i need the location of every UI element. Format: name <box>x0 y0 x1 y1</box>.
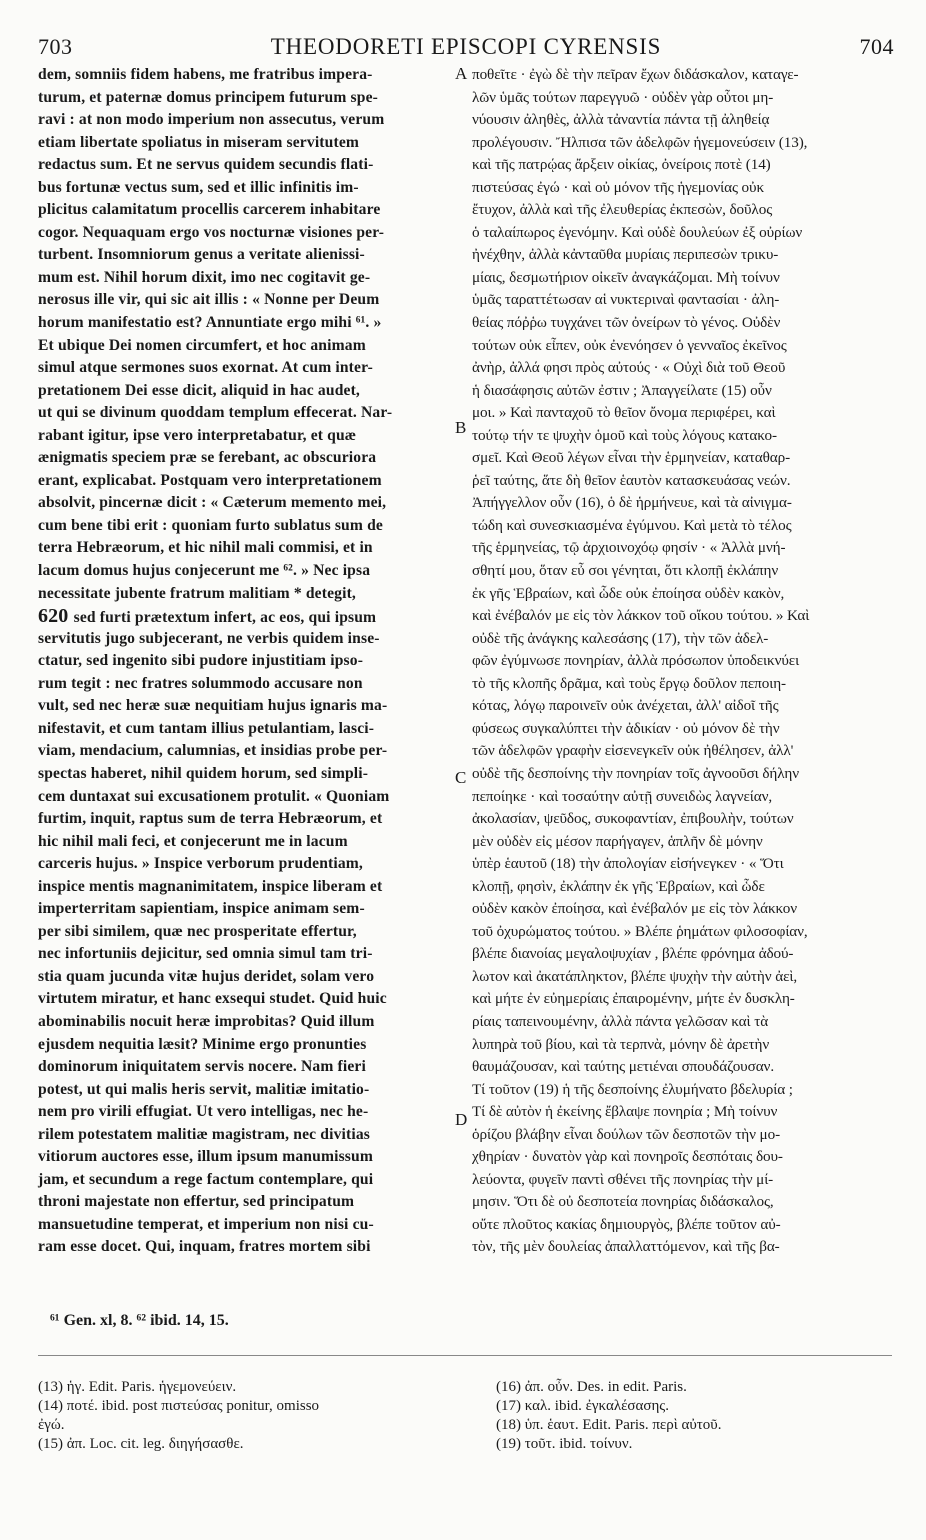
section-marker-b: B <box>455 418 467 437</box>
greek-text-line: φῶν ἐγύμνωσε πονηρίαν, ἀλλὰ πρόσωπον ὑποδεικνύει <box>472 652 800 670</box>
latin-text-line: per sibi similem, quæ nec prosperitate effertur, <box>38 922 357 940</box>
greek-text-line: Ἀπήγγελλον οὖν (16), ὁ δὲ ἡρμήνευε, καὶ τὰ αἰνιγμα- <box>472 494 792 512</box>
greek-text-line: πεποίηκε · καὶ τοσαύτην αὐτῇ συνειδὼς λαγνείαν, <box>472 787 773 805</box>
greek-text-line: λωτον καὶ ἀκατάπληκτον, βλέπε ψυχὴν τὴν αὐτὴν ἀεὶ, <box>472 967 798 985</box>
latin-text-line: abominabilis nocuit heræ improbitas? Quid illum <box>38 1012 375 1030</box>
latin-text-line: nec infortuniis dejicitur, sed omnia simul tam tri- <box>38 945 373 963</box>
greek-text-line: σμεῖ. Καὶ Θεοῦ λέγων εἶναι τὴν ἑρμηνείαν, καταθαρ- <box>472 449 791 467</box>
latin-text-line: ravi : at non modo imperium non assecutus, verum <box>38 111 385 129</box>
latin-text-line: turbent. Insomniorum genus a veritate alienissi- <box>38 246 365 264</box>
latin-text-line: virtutem miratur, et hanc exsequi studet. Quid huic <box>38 990 387 1008</box>
latin-text-line: cem duntaxat sui excusationem protulit. « Quoniam <box>38 787 390 805</box>
latin-text-line: rum tegit : nec fratres solummodo accusare non <box>38 674 363 692</box>
greek-text-line: τοῦ ὀχυρώματος τούτου. » Βλέπε ῥημάτων φιλοσοφίαν, <box>472 922 808 940</box>
latin-text-line: ænigmatis speciem præ se ferebant, ac obscuriora <box>38 449 377 467</box>
latin-text-line: lacum domus hujus conjecerunt me ⁶². » Nec ipsa <box>38 562 371 580</box>
greek-text-line: μησιν. Ὅτι δὲ οὐ δεσποτεία πονηρίας διδάσκαλος, <box>472 1193 774 1211</box>
column-number: 620 <box>38 605 74 628</box>
greek-text-line: ἡ διασάφησις αὐτῶν ἐστιν ; Ἀπαγγείλατε (15) οὖν <box>472 381 772 399</box>
greek-text-line: πιστεύσας ἐγώ · καὶ οὐ μόνον τῆς ἡγεμονίας οὐκ <box>472 178 765 196</box>
greek-text-line: τώδη καὶ συνεσκιασμένα ἐγύμνου. Καὶ μετὰ τὸ τέλος <box>472 516 792 534</box>
latin-text-line: carceris hujus. » Inspice verborum prudentiam, <box>38 855 363 873</box>
latin-text-line: jam, et secundum a rege factum contemplare, qui <box>38 1170 374 1188</box>
critical-note: ἐγώ. <box>38 1417 65 1433</box>
greek-text-line: μίαις, δεσμωτήριον οἰκεῖν ἀναγκάζομαι. Μὴ τοίνυν <box>472 268 780 286</box>
latin-text-line: turum, et paternæ domus principem futurum spe- <box>38 88 378 106</box>
latin-text-line: simul atque sermones suos exornat. At cum inter- <box>38 359 373 377</box>
greek-text-line: λεύοντα, φυγεῖν παντὶ σθένει τῆς πονηρίας τὴν μί- <box>472 1170 774 1188</box>
greek-text-line: βλέπε διανοίας μεγαλοψυχίαν , βλέπε φρόνημα ἀδού- <box>472 945 794 963</box>
greek-text-line: οὐδὲ τῆς ἀνάγκης καλεσάσης (17), τὴν τῶν ἀδελ- <box>472 629 769 647</box>
greek-text-line: λυπηρὰ τοῦ βίου, καὶ τὰ τερπνὰ, μόνην δὲ ἀρετὴν <box>472 1035 770 1053</box>
latin-text-line: hic nihil mali feci, et conjecerunt me in lacum <box>38 832 348 850</box>
latin-text-line: etiam libertate spoliatus in miseram servitutem <box>38 133 360 151</box>
latin-text-line: servitutis jugo subjecerant, ne verbis quidem inse- <box>38 629 380 647</box>
latin-text-line: erant, explicabat. Postquam vero interpretationem <box>38 471 382 489</box>
latin-text-line: nerosus ille vir, qui sic ait illis : « Nonne per Deum <box>38 291 380 309</box>
latin-text-line: vult, sed nec heræ suæ nequitiam hujus ignaris ma- <box>38 697 388 715</box>
latin-text-line: plicitus calamitatum procellis carcerem inhabitare <box>38 201 381 219</box>
critical-notes-left <box>38 1378 448 1454</box>
greek-text-line: ἠνέχθην, ἀλλὰ κἀνταῦθα μυρίαις περιπεσὼν τρικυ- <box>472 246 779 264</box>
greek-text-line: μὲν οὐδὲν εἰς μέσον παρήγαγεν, ἁπλῆν δὲ μόνην <box>472 832 763 850</box>
latin-text-line: spectas haberet, nihil quidem horum, sed simpli- <box>38 764 369 782</box>
latin-text-line: ut qui se divinum quoddam templum effecerat. Nar- <box>38 404 393 422</box>
critical-note: (14) ποτέ. ibid. post πιστεύσας ponitur, omisso <box>38 1398 320 1414</box>
section-marker-c: C <box>455 768 467 787</box>
greek-text-line: Τί δὲ αὐτὸν ἡ ἐκείνης ἔβλαψε πονηρία ; Μὴ τοίνυν <box>472 1103 778 1121</box>
greek-text-line: Τί τοῦτον (19) ἡ τῆς δεσποίνης ἐλυμήνατο βδελυρία ; <box>472 1080 793 1098</box>
running-title: THEODORETI EPISCOPI CYRENSIS <box>270 34 662 59</box>
latin-text-line: potest, ut qui malis heris servit, malitiæ imitatio- <box>38 1080 370 1098</box>
greek-text-line: ἐκ γῆς Ἑβραίων, καὶ ὧδε οὐκ ἐποίησα οὐδὲν κακὸν, <box>472 584 785 602</box>
latin-text-line: nifestavit, et cum tantam illius petulantiam, lasci- <box>38 719 375 737</box>
page-header <box>38 34 894 64</box>
critical-notes-right <box>496 1378 896 1454</box>
greek-text-line: οὐδὲν κακὸν ἐποίησα, καὶ ἐνέβαλόν με εἰς τὸν λάκκον <box>472 900 797 918</box>
critical-note: (18) ὑπ. ἑαυτ. Edit. Paris. περὶ αὐτοῦ. <box>496 1417 722 1433</box>
latin-text-line: dem, somniis fidem habens, me fratribus impera- <box>38 66 373 83</box>
footnote-divider <box>38 1355 892 1356</box>
latin-text-line: ram esse docet. Qui, inquam, fratres mortem sibi <box>38 1238 371 1256</box>
greek-text-line: ρίαις ταπεινουμένην, ἀλλὰ πάντα γελῶσαν καὶ τὰ <box>472 1012 769 1030</box>
latin-text-line: ejusdem nequitia læsit? Minime ergo pronunties <box>38 1035 367 1053</box>
greek-text-line: οὔτε πλοῦτος κακίας δημιουργὸς, βλέπε τοῦτον αὐ- <box>472 1215 781 1233</box>
latin-text-line: cum bene tibi erit : quoniam furto sublatus sum de <box>38 516 383 534</box>
greek-text-line: κλοπῇ, φησὶν, ἐκλάπην ἐκ γῆς Ἑβραίων, καὶ ὧδε <box>472 877 765 895</box>
greek-text-line: καὶ ἐνέβαλόν με εἰς τὸν λάκκον τοῦ οἴκου τούτου. » Καὶ <box>472 607 810 625</box>
latin-text-line: ctatur, sed ingenito sibi pudore injustitiam ipso- <box>38 652 364 670</box>
greek-text-line: τούτῳ τήν τε ψυχὴν ὁμοῦ καὶ τοὺς λόγους κατακο- <box>472 426 777 444</box>
latin-text-line: vitiorum auctores esse, illum ipsum manumissum <box>38 1148 373 1166</box>
section-marker-a: A <box>455 64 468 83</box>
section-marker-d: D <box>455 1110 468 1129</box>
latin-text-line: mansuetudine temperat, et imperium non nisi cu- <box>38 1215 374 1233</box>
latin-text-line: Et ubique Dei nomen circumfert, et hoc animam <box>38 336 366 354</box>
greek-text-line: καὶ μήτε ἐν εὐημερίαις ἐπαιρομένην, μήτε ἐν δυσκλη- <box>472 990 795 1008</box>
greek-text-line: λῶν ὑμᾶς τούτων παρεγγυῶ · οὐδὲν γὰρ οὗτοι μη- <box>472 88 774 106</box>
latin-footnote: ⁶¹ Gen. xl, 8. ⁶² ibid. 14, 15. <box>50 1312 229 1329</box>
greek-text-line: φύσεως συγκαλύπτει τὴν ἀδικίαν · οὐ μόνον δὲ τὴν <box>472 719 780 737</box>
greek-text-line: ὁρίζου βλάβην εἶναι δούλων τῶν δεσποτῶν τὴν μο- <box>472 1125 781 1143</box>
latin-text-line: mum est. Nihil horum dixit, imo nec cogitavit ge- <box>38 268 371 286</box>
page-number-right: 704 <box>859 34 894 59</box>
latin-text-line: bus fortunæ vectus sum, sed et illic infinitis im- <box>38 178 359 196</box>
greek-column <box>472 64 892 1259</box>
latin-text-line: 620 sed furti prætextum infert, ac eos, qui ipsum <box>38 605 377 628</box>
greek-text-line: κότας, λόγῳ παροινεῖν οὐκ ἀνέχεται, ἀλλ' αἰδοῖ τῆς <box>472 697 779 715</box>
greek-text-line: ἀνὴρ, ἀλλά φησι πρὸς αὐτούς · « Οὐχὶ διὰ τοῦ Θεοῦ <box>472 359 786 377</box>
greek-text-line: τῆς ἑρμηνείας, τῷ ἀρχιοινοχόῳ φησίν · « Ἀλλὰ μνή- <box>472 539 786 557</box>
latin-text-line: inspice mentis magnanimitatem, inspice liberam et <box>38 877 383 895</box>
greek-text-line: σθητί μου, ὅταν εὖ σοι γένηται, ὅτι κλοπῇ ἐκλάπην <box>472 562 779 580</box>
latin-text-line: rabant igitur, ipse vero interpretabatur, et quæ <box>38 426 357 444</box>
greek-text-line: θαυμάζουσαν, καὶ ταύτης μετιέναι σπουδάζουσαν. <box>472 1058 775 1076</box>
greek-text-line: ῥεῖ ταύτης, ἅτε δὴ θεῖον ἑαυτὸν κατασκευάσας νεών. <box>472 471 791 489</box>
latin-text-line: throni majestate non effertur, sed principatum <box>38 1193 355 1211</box>
latin-text-line: terra Hebræorum, et hic nihil mali commisi, et in <box>38 539 373 557</box>
greek-text-line: ὁ ταλαίπωρος ἐγενόμην. Καὶ οὐδὲ δουλεύων ἐξ οὐρίων <box>472 223 803 241</box>
latin-text-line: stia quam jucunda vitæ hujus deridet, solam vero <box>38 967 375 985</box>
page-number-left: 703 <box>38 34 73 59</box>
latin-text-line: redactus sum. Et ne servus quidem secundis flati- <box>38 156 374 174</box>
greek-text-line: ποθεῖτε · ἐγὼ δὲ τὴν πεῖραν ἔχων διδάσκαλον, καταγε- <box>472 66 799 83</box>
greek-text-line: χθηρίαν · δυνατὸν γὰρ καὶ πονηροῖς δεσπόταις δου- <box>472 1148 783 1166</box>
greek-text-line: μοι. » Καὶ πανταχοῦ τὸ θεῖον ὄνομα περιφέρει, καὶ <box>472 404 776 422</box>
greek-text-line: θείας πόῤῥω τυγχάνει τῶν ὀνείρων τὸ γένος. Οὐδὲν <box>472 314 781 332</box>
latin-text-line: nem pro virili effugiat. Ut vero intelligas, nec he- <box>38 1103 369 1121</box>
greek-text-line: τούτων οὐκ εἶπεν, οὐκ ἐνενόησεν ὁ γενναῖος ἐκεῖνος <box>472 336 787 354</box>
greek-text-line: τῶν ἀδελφῶν γραφὴν εἰσενεγκεῖν οὐκ ἠθέλησεν, ἀλλ' <box>472 742 794 760</box>
greek-text-line: ἔτυχον, ἀλλὰ καὶ τῆς ἐλευθερίας ἐκπεσὼν, δοῦλος <box>472 201 773 219</box>
critical-note: (17) καλ. ibid. ἐγκαλέσασης. <box>496 1398 669 1414</box>
latin-text-line: cogor. Nequaquam ergo vos nocturnæ visiones per- <box>38 223 385 241</box>
greek-text-line: καὶ τῆς πατρῴας ἄρξειν οἰκίας, ὀνείροις ποτὲ (14) <box>472 156 771 174</box>
latin-text-line: necessitate jubente fratrum malitiam * detegit, <box>38 584 356 602</box>
critical-note: (19) τοῦτ. ibid. τοίνυν. <box>496 1436 633 1452</box>
greek-text-line: ὑμᾶς ταραττέτωσαν αἱ νυκτεριναὶ φαντασίαι · ἀλη- <box>472 291 780 309</box>
greek-text-line: ὑπὲρ ἑαυτοῦ (18) τὴν ἀπολογίαν εἰσήνεγκεν · « Ὅτι <box>472 855 784 873</box>
latin-text-line: dominorum iniquitatem servis nocere. Nam fieri <box>38 1058 366 1076</box>
latin-text-line: absolvit, pincernæ dicit : « Cæterum memento mei, <box>38 494 387 512</box>
latin-text-line: furtim, inquit, raptus sum de terra Hebræorum, et <box>38 810 383 828</box>
latin-text-line: viam, mendacium, calumnias, et insidias probe per- <box>38 742 388 760</box>
latin-text-line: imperterritam sapientiam, inspice animam sem- <box>38 900 365 918</box>
greek-text-line: ἀκολασίαν, ψεῦδος, συκοφαντίαν, ἐπιβουλὴν, τούτων <box>472 810 794 828</box>
greek-text-line: τὸ τῆς κλοπῆς δρᾶμα, καὶ τοὺς ἔργῳ δοῦλον πεποιη- <box>472 674 787 692</box>
greek-text-line: τὸν, τῆς μὲν δουλείας ἀπαλλαττόμενον, καὶ τῆς βα- <box>472 1238 780 1256</box>
critical-note: (16) ἀπ. οὖν. Des. in edit. Paris. <box>496 1379 687 1395</box>
latin-column <box>38 64 450 1259</box>
latin-text-line: rilem potestatem malitiæ magistram, nec divitias <box>38 1125 370 1143</box>
latin-text-line: horum manifestatio est? Annuntiate ergo mihi ⁶¹. » <box>38 314 382 332</box>
greek-text-line: νύουσιν ἀληθὲς, ἀλλὰ τἀναντία πάντα τῇ ἀληθείᾳ <box>472 111 770 129</box>
greek-text-line: προλέγουσιν. Ἤλπισα τῶν ἀδελφῶν ἡγεμονεύσειν (13), <box>472 133 808 151</box>
greek-text-line: οὐδὲ τῆς δεσποίνης τὴν πονηρίαν τοῖς ἀγνοοῦσι δήλην <box>472 764 800 782</box>
critical-note: (13) ἡγ. Edit. Paris. ἡγεμονεύειν. <box>38 1379 237 1395</box>
critical-note: (15) ἀπ. Loc. cit. leg. διηγήσασθε. <box>38 1436 244 1452</box>
latin-text-line: pretationem Dei esse dicit, aliquid in hac audet, <box>38 381 360 399</box>
